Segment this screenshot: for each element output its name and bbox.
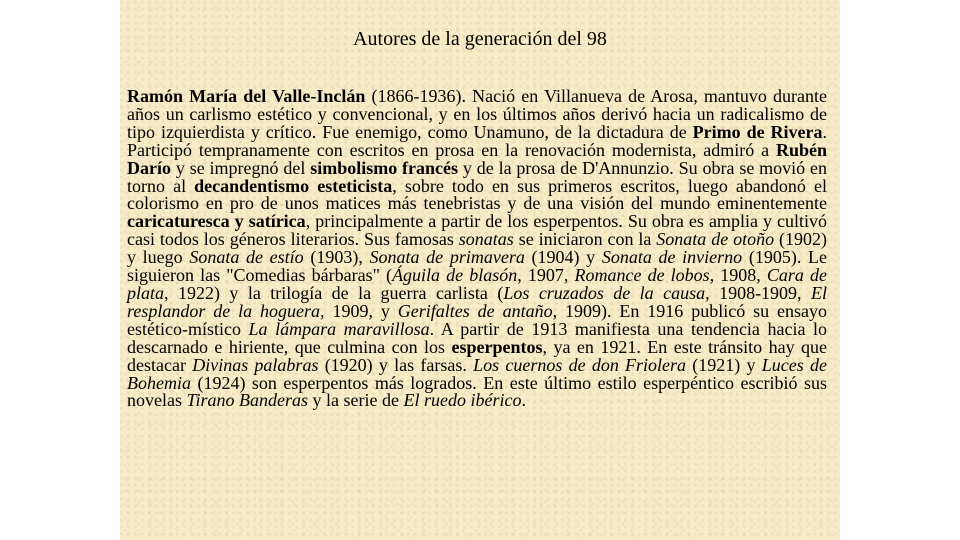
text-run: y la serie de xyxy=(308,390,404,411)
italic-title: La lámpara maravillosa xyxy=(248,318,430,339)
italic-title: Romance de lobos xyxy=(574,265,710,286)
text-run: , 1909, y xyxy=(320,300,398,321)
text-run: (1921) y xyxy=(686,354,762,375)
text-run: . Participó tempranamente con escritos en prosa en la renovación modernista, admiró a xyxy=(127,121,827,160)
text-run: (1902) y luego xyxy=(127,229,828,268)
bold-text: esperpentos xyxy=(451,336,543,357)
text-run: y de la prosa de D'Annunzio. Su obra se movió en torno al xyxy=(127,157,827,196)
italic-title: Sonata de invierno xyxy=(601,247,743,268)
text-run: se iniciaron con la xyxy=(513,229,657,250)
italic-title: Águila de blasón xyxy=(392,265,518,286)
text-run: , 1909). En 1916 publicó su ensayo estético-místico xyxy=(127,300,828,339)
text-run: (1903), xyxy=(303,247,370,268)
italic-title: Sonata de estío xyxy=(189,247,304,268)
bold-text: Ramón María del Valle-Inclán xyxy=(127,86,366,106)
text-run: , 1907, xyxy=(517,265,575,286)
italic-title: Divinas palabras xyxy=(192,354,319,375)
text-run: , principalmente a partir de los esperpentos. Su obra es amplia y cultivó casi todos los géneros literarios. Sus famosas xyxy=(127,211,827,250)
slide xyxy=(120,0,840,540)
italic-title: Gerifaltes de antaño xyxy=(397,300,553,321)
text-run: , 1922) y la trilogía de la guerra carlista ( xyxy=(164,282,504,303)
italic-title: El resplandor de la hoguera xyxy=(127,282,827,321)
text-run: (1904) y xyxy=(524,247,602,268)
text-run: , ya en 1921. En este tránsito hay que destacar xyxy=(127,336,828,375)
italic-title: El ruedo ibérico xyxy=(403,390,522,411)
text-run: (1905). Le siguieron las "Comedias bárbaras" ( xyxy=(127,247,827,286)
italic-title: Los cuernos de don Friolera xyxy=(473,354,687,375)
bold-text: caricaturesca y satírica xyxy=(127,211,306,232)
italic-title: sonatas xyxy=(458,229,514,250)
text-run: (1924) son esperpentos más logrados. En este último estilo esperpéntico escribió sus novelas xyxy=(127,372,827,411)
text-run: (1866-1936). Nació en Villanueva de Arosa, mantuvo durante años un carlismo estético y convencional, y en los últimos años derivó hacia un radicalismo de tipo izquierdista y crítico. Fue enemigo, como Unamuno, de la dictadura de xyxy=(127,86,827,142)
italic-title: Sonata de primavera xyxy=(369,247,525,268)
bold-text: simbolismo francés xyxy=(310,157,459,178)
text-run: , 1908, xyxy=(709,265,767,286)
text-run: (1920) y las farsas. xyxy=(318,354,474,375)
bold-text: Rubén Darío xyxy=(127,139,827,178)
italic-title: Los cruzados de la causa xyxy=(503,282,706,303)
slide-title: Autores de la generación del 98 xyxy=(353,28,607,50)
italic-title: Cara de plata xyxy=(127,265,828,303)
italic-title: Tirano Banderas xyxy=(186,390,309,411)
body-paragraph xyxy=(127,88,827,410)
text-run: . xyxy=(521,390,526,411)
text-run: y se impregnó del xyxy=(171,157,311,178)
text-run: , 1908-1909, xyxy=(705,282,811,303)
bold-text: Primo de Rivera xyxy=(692,121,823,142)
italic-title: Luces de Bohemia xyxy=(127,354,827,393)
italic-title: Sonata de otoño xyxy=(656,229,775,250)
bold-text: decandentismo esteticista xyxy=(194,175,393,196)
text-run: , sobre todo en sus primeros escritos, luego abandonó el colorismo en pro de unos matices más tenebristas y de una visión del mundo eminentemente xyxy=(127,175,827,214)
text-run: . A partir de 1913 manifiesta una tendencia hacia lo descarnado e hiriente, que culmina con los xyxy=(127,318,827,357)
